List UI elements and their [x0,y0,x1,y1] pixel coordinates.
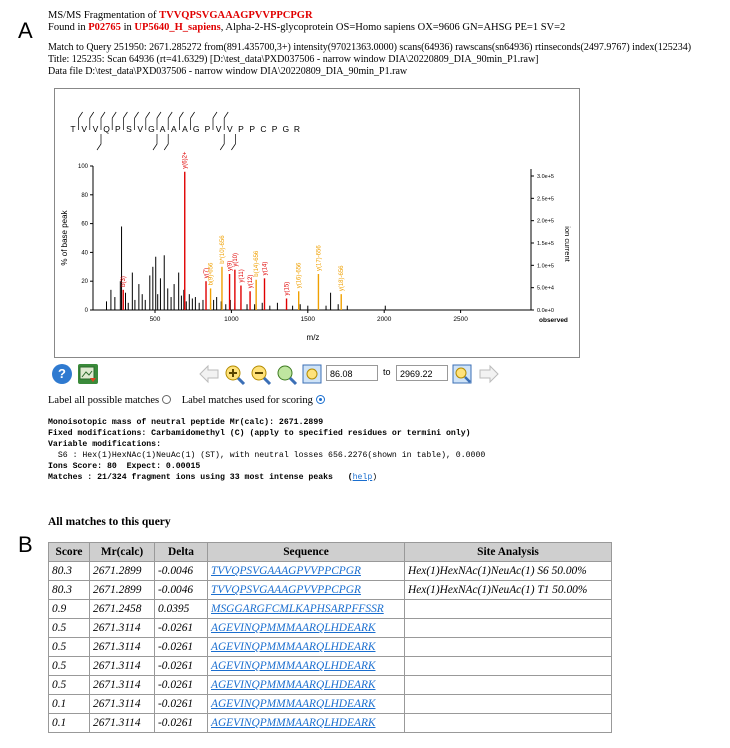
peak-annotation: y(15) [284,281,291,296]
delta-cell: -0.0046 [155,562,208,581]
export-image-icon[interactable] [78,364,98,384]
table-row [49,638,612,657]
range-from-input[interactable]: 86.08 [326,365,378,381]
b-ion-bracket [164,134,168,150]
mr-calc-cell: 2671.2899 [90,581,155,600]
column-header-mr-calc: Mr(calc) [90,543,155,562]
x-tick-label: 2000 [376,316,392,323]
peak-annotation: y(16)-656 [296,262,303,289]
fixed-mods-line: Fixed modifications: Carbamidomethyl (C) (apply to specified residues or termini only) [48,429,471,438]
sequence-cell [208,581,405,600]
peak-annotation: y(17)-656 [316,245,323,271]
y2-tick-label: 0.0e+0 [537,308,554,314]
score-cell: 80.3 [49,562,90,581]
x-tick-label: 500 [149,316,161,323]
sequence-link[interactable]: TVVQPSVGAAAGPVVPPCPGR [211,565,361,577]
sequence-cell [208,619,405,638]
sequence-residue: T [70,124,76,134]
label-all-radio[interactable] [162,395,171,404]
sequence-residue: V [137,124,144,134]
mr-calc-cell: 2671.3114 [90,657,155,676]
site-analysis-cell: Hex(1)HexNAc(1)NeuAc(1) T1 50.00% [405,581,612,600]
mr-calc-cell: 2671.3114 [90,676,155,695]
peak-annotation: y(12) [248,274,255,289]
delta-cell: 0.0395 [155,600,208,619]
b-ion-bracket [220,134,224,150]
help-icon[interactable]: ? [52,364,72,384]
y2-tick-label: 3.0e+5 [537,174,554,180]
sequence-link[interactable]: TVVQPSVGAAAGPVVPPCPGR [211,584,361,596]
table-row [49,619,612,638]
table-row [49,657,612,676]
site-analysis-cell [405,676,612,695]
sequence-residue: S [126,124,132,134]
sequence-residue: G [148,124,155,134]
y2-tick-label: 5.0e+4 [537,285,554,292]
matches-header-row [49,543,612,562]
peak-annotation: y(14) [262,261,269,276]
pan-left-icon[interactable] [198,364,218,384]
label-options [48,395,333,406]
panel-label-b: B [18,532,33,557]
peak-annotation: y(7) [204,267,211,279]
sequence-residue: V [226,124,233,134]
sequence-residue: P [271,124,278,134]
zoom-range-icon[interactable] [302,364,322,384]
score-cell: 0.9 [49,600,90,619]
sequence-link[interactable]: AGEVINQPMMMAARQLHDEARK [211,622,376,634]
score-cell: 0.5 [49,638,90,657]
column-header-delta: Delta [155,543,208,562]
sequence-link[interactable]: AGEVINQPMMMAARQLHDEARK [211,698,376,710]
spectrum-plot[interactable] [55,89,579,357]
zoom-in-icon[interactable] [224,364,244,384]
y-tick-label: 80 [81,192,88,199]
sequence-cell [208,638,405,657]
sequence-residue: V [81,124,88,134]
matches-line-end: ) [372,473,378,482]
sequence-residue: A [170,124,177,134]
protein-accession[interactable]: P02765 [88,22,121,33]
fragmentation-title [48,10,313,22]
column-header-site-analysis: Site Analysis [405,543,612,562]
table-row [49,581,612,600]
datafile-line: Data file D:\test_data\PXD037506 - narrow window DIA\20220809_DIA_90min_P1.raw [48,66,408,77]
sequence-residue: P [114,124,121,134]
observed-label: observed [539,317,568,324]
delta-cell: -0.0046 [155,581,208,600]
sequence-link[interactable]: AGEVINQPMMMAARQLHDEARK [211,717,376,729]
sequence-residue: Q [103,124,110,134]
site-analysis-cell [405,638,612,657]
mass-line: Monoisotopic mass of neutral peptide Mr(calc): 2671.2899 [48,418,324,427]
site-analysis-cell [405,657,612,676]
sequence-residue: V [92,124,99,134]
sequence-cell [208,714,405,733]
protein-description: , Alpha-2-HS-glycoprotein OS=Homo sapiens OX=9606 GN=AHSG PE=1 SV=2 [220,22,566,33]
sequence-residue: R [293,124,301,134]
sequence-residue: C [260,124,267,134]
sequence-cell [208,562,405,581]
score-cell: 0.5 [49,676,90,695]
peak-annotation: y(9) [227,260,234,271]
peak-annotation: y(18)-656 [339,265,346,292]
y2-tick-label: 2.0e+5 [537,218,554,225]
sequence-link[interactable]: AGEVINQPMMMAARQLHDEARK [211,660,376,672]
peak-annotation: y(10) [232,253,239,267]
delta-cell: -0.0261 [155,714,208,733]
title-prefix: MS/MS Fragmentation of [48,10,160,21]
sequence-residue: V [215,124,222,134]
sequence-residue: G [282,124,290,134]
delta-cell: -0.0261 [155,676,208,695]
found-in-line [48,22,565,34]
sequence-cell [208,676,405,695]
column-header-score: Score [49,543,90,562]
mr-calc-cell: 2671.2458 [90,600,155,619]
y-tick-label: 40 [81,250,88,257]
sequence-link[interactable]: MSGGARGFCMLKAPHSARPFFSSR [211,603,384,615]
x-tick-label: 2500 [453,316,468,323]
y2-tick-label: 1.0e+5 [537,263,554,270]
sequence-cell [208,695,405,714]
y2-tick-label: 2.5e+5 [537,196,554,203]
sequence-residue: P [249,124,256,134]
b-ion-bracket [153,134,157,150]
site-analysis-cell [405,619,612,638]
title-line: Title: 125235: Scan 64936 (rt=41.6329) [D:\test_data\PXD037506 - narrow window DIA\20220809_DIA_90min_P1.raw] [48,54,539,65]
pan-right-icon[interactable] [478,364,498,384]
score-cell: 0.1 [49,695,90,714]
mr-calc-cell: 2671.3114 [90,638,155,657]
y-tick-label: 0 [84,308,88,314]
spectrum-frame [54,88,580,358]
x-tick-label: 1500 [300,316,316,323]
label-scoring-radio[interactable] [316,395,325,404]
y-tick-label: 100 [77,164,88,170]
peak-annotation: b(3) [121,276,128,287]
database-name: UP5640_H_sapiens [134,22,221,33]
table-row [49,562,612,581]
sequence-residue: P [238,124,244,134]
site-analysis-cell: Hex(1)HexNAc(1)NeuAc(1) S6 50.00% [405,562,612,581]
label-scoring-option: Label matches used for scoring [181,395,313,406]
sequence-link[interactable]: AGEVINQPMMMAARQLHDEARK [211,679,376,691]
sequence-link[interactable]: AGEVINQPMMMAARQLHDEARK [211,641,376,653]
spectrum-toolbar [52,362,572,386]
label-all-option: Label all possible matches [48,395,160,406]
all-matches-heading: All matches to this query [48,516,171,528]
score-cell: 0.5 [49,619,90,638]
sequence-cell [208,600,405,619]
mr-calc-cell: 2671.3114 [90,714,155,733]
delta-cell: -0.0261 [155,638,208,657]
score-cell: 0.5 [49,657,90,676]
delta-cell: -0.0261 [155,657,208,676]
range-to-input[interactable]: 2969.22 [396,365,448,381]
zoom-reset-icon[interactable] [276,364,296,384]
sequence-cell [208,657,405,676]
table-row [49,695,612,714]
zoom-out-icon[interactable] [250,364,270,384]
peptide-details [48,417,485,483]
panel-label-a: A [18,18,33,43]
site-analysis-cell [405,714,612,733]
matches-table [48,542,612,733]
x-tick-label: 1000 [224,316,239,323]
score-cell: 80.3 [49,581,90,600]
b-ion-bracket [231,134,235,150]
found-prefix: Found in [48,22,89,33]
peak-annotation: b*(10)-656 [219,235,226,264]
table-row [49,600,612,619]
help-link[interactable]: help [352,473,373,482]
y2-tick-label: 1.5e+5 [537,241,554,247]
variable-mods-label: Variable modifications: [48,440,162,449]
found-in-text: in [120,22,135,33]
delta-cell: -0.0261 [155,695,208,714]
ions-score-line: Ions Score: 80 Expect: 0.00015 [48,462,201,471]
x-axis-label: m/z [306,333,320,342]
peak-annotation: y(6)2+ [182,151,189,169]
y2-axis-label: ion current [563,226,572,262]
table-row [49,714,612,733]
score-cell: 0.1 [49,714,90,733]
mr-calc-cell: 2671.3114 [90,619,155,638]
match-line: Match to Query 251950: 2671.285272 from(891.435700,3+) intensity(97021363.0000) scans(64936) rawscans(sn64936) rtinseconds(2497.9767) index(125234) [48,42,692,53]
delta-cell: -0.0261 [155,619,208,638]
column-header-sequence: Sequence [208,543,405,562]
y-axis-label: % of base peak [60,210,69,266]
sequence-residue: A [159,124,166,134]
sequence-residue: G [192,124,200,134]
site-analysis-cell [405,600,612,619]
sequence-residue: A [182,124,188,134]
peak-annotation: y(11) [238,269,245,283]
table-row [49,676,612,695]
sequence-residue: P [204,124,211,134]
range-to-label: to [383,367,391,377]
title-peptide: TVVQPSVGAAAGPVVPPCPGR [159,10,313,21]
mr-calc-cell: 2671.3114 [90,695,155,714]
matches-line: Matches : 21/324 fragment ions using 33 most intense peaks ( [48,473,353,482]
peak-annotation: b(9)-656 [208,262,215,286]
b-ion-bracket [97,134,101,150]
peak-annotation: b(14)-656 [254,250,261,277]
mr-calc-cell: 2671.2899 [90,562,155,581]
y-tick-label: 60 [81,221,88,228]
variable-mod-entry: S6 : Hex(1)HexNAc(1)NeuAc(1) (ST), with neutral losses 656.2276(shown in table), 0.0000 [48,451,486,460]
apply-zoom-icon[interactable] [452,364,472,384]
y-tick-label: 20 [81,279,88,286]
site-analysis-cell [405,695,612,714]
